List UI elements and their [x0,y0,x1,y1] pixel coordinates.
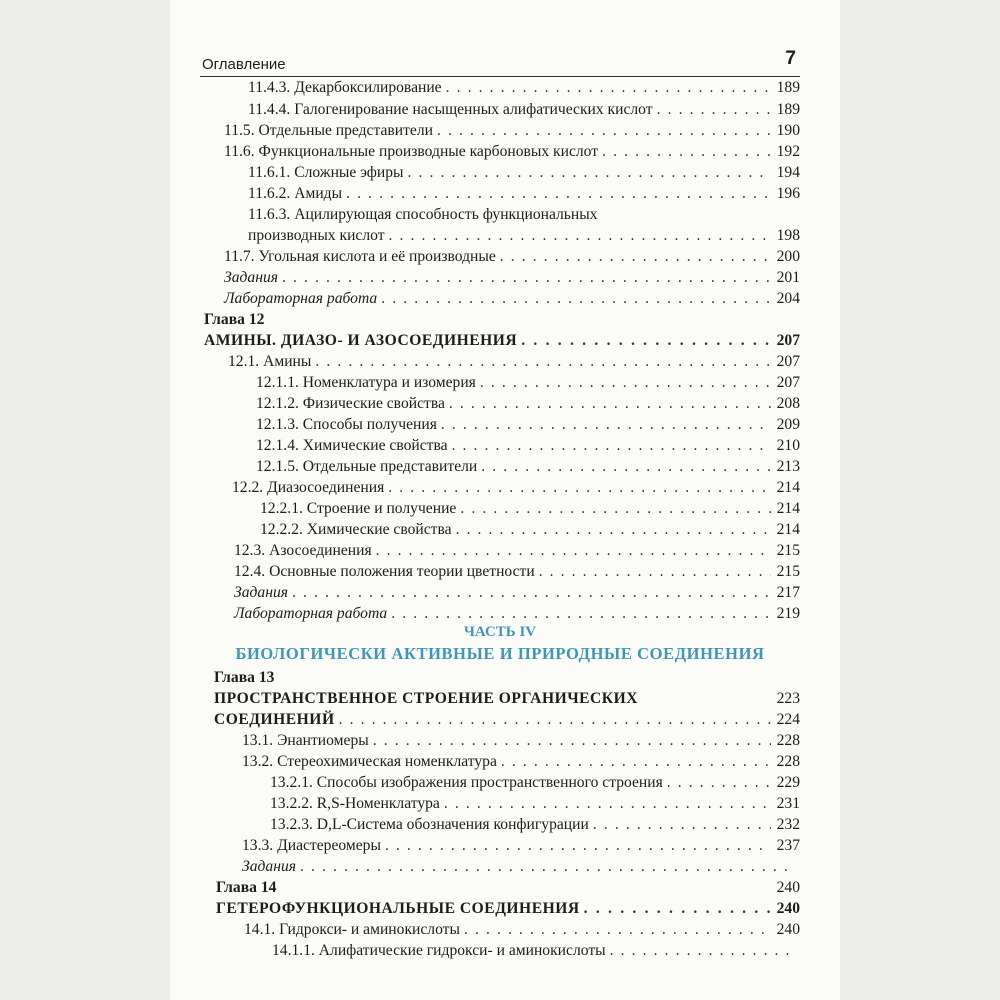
chapter-title: АМИНЫ. ДИАЗО- И АЗОСОЕДИНЕНИЯ . . . 207 [204,331,800,351]
toc-entry: 12.1.3. Способы получения . . . 209 [256,415,800,435]
toc-entry: 11.7. Угольная кислота и её производные . . . 200 [224,247,800,267]
toc-entry: 13.1. Энантиомеры . . . 228 [242,731,800,751]
chapter-label: Глава 14 240 [216,879,800,896]
toc-entry: 11.4.3. Декарбоксилирование . . . 189 [248,78,800,98]
toc-entry: 11.5. Отдельные представители . . . 190 [224,121,800,141]
toc-entry: 13.3. Диастереомеры . . . 237 [242,836,800,856]
toc-entry: 14.1.1. Алифатические гидрокси- и аминокислоты . . . [272,941,800,961]
part-title: БИОЛОГИЧЕСКИ АКТИВНЫЕ И ПРИРОДНЫЕ СОЕДИНЕНИЯ [235,644,765,663]
toc-entry: 13.2. Стереохимическая номенклатура . . . 228 [242,752,800,772]
toc-entry: 12.4. Основные положения теории цветности . . . 215 [234,562,800,582]
toc-entry: 13.2.1. Способы изображения пространственного строения . . . 229 [270,773,800,793]
toc-entry: 11.6. Функциональные производные карбоновых кислот . . . 192 [224,142,800,162]
toc-entry: 12.2.1. Строение и получение . . . 214 [260,499,800,519]
toc-entry: 12.1.5. Отдельные представители . . . 213 [256,457,800,477]
running-head: Оглавление [202,56,286,73]
chapter-label: Глава 13 [214,669,275,686]
toc-entry: 11.4.4. Галогенирование насыщенных алифатических кислот . . . 189 [248,100,800,120]
page-number: 7 [785,48,796,69]
chapter-label: Глава 12 [204,311,265,328]
toc-entry: Задания . . . [242,857,800,877]
part-label: ЧАСТЬ IV [463,624,537,640]
toc-entry: 12.1.4. Химические свойства . . . 210 [256,436,800,456]
toc-entry: 12.1. Амины . . . 207 [228,352,800,372]
toc-entry: 12.2.2. Химические свойства . . . 214 [260,520,800,540]
toc-entry: Задания . . . 217 [234,583,800,603]
toc-entry: 13.2.3. D,L-Система обозначения конфигурации . . . 232 [270,815,800,835]
page-header [200,46,800,77]
toc-entry: производных кислот . . . 198 [248,226,800,246]
toc-entry: 14.1. Гидрокси- и аминокислоты . . . 240 [244,920,800,940]
toc-entry: 12.1.2. Физические свойства . . . 208 [256,394,800,414]
toc-entry: Задания . . . 201 [224,268,800,288]
toc-entry: Лабораторная работа . . . 204 [224,289,800,309]
toc-entry: 12.3. Азосоединения . . . 215 [234,541,800,561]
chapter-title: ПРОСТРАНСТВЕННОЕ СТРОЕНИЕ ОРГАНИЧЕСКИХ 223 [214,690,800,707]
chapter-title-cont: СОЕДИНЕНИЙ . . . 224 [214,710,800,730]
toc-entry: Лабораторная работа . . . 219 [234,604,800,624]
chapter-title: ГЕТЕРОФУНКЦИОНАЛЬНЫЕ СОЕДИНЕНИЯ . . . 240 [216,899,800,919]
toc-entry: 13.2.2. R,S-Номенклатура . . . 231 [270,794,800,814]
toc-entry: 12.1.1. Номенклатура и изомерия . . . 207 [256,373,800,393]
toc-entry: 11.6.2. Амиды . . . 196 [248,184,800,204]
toc-entry: 11.6.1. Сложные эфиры . . . 194 [248,163,800,183]
toc-entry-text: 11.6.3. Ацилирующая способность функциональных [248,206,598,223]
toc-entry: 12.2. Диазосоединения . . . 214 [232,478,800,498]
